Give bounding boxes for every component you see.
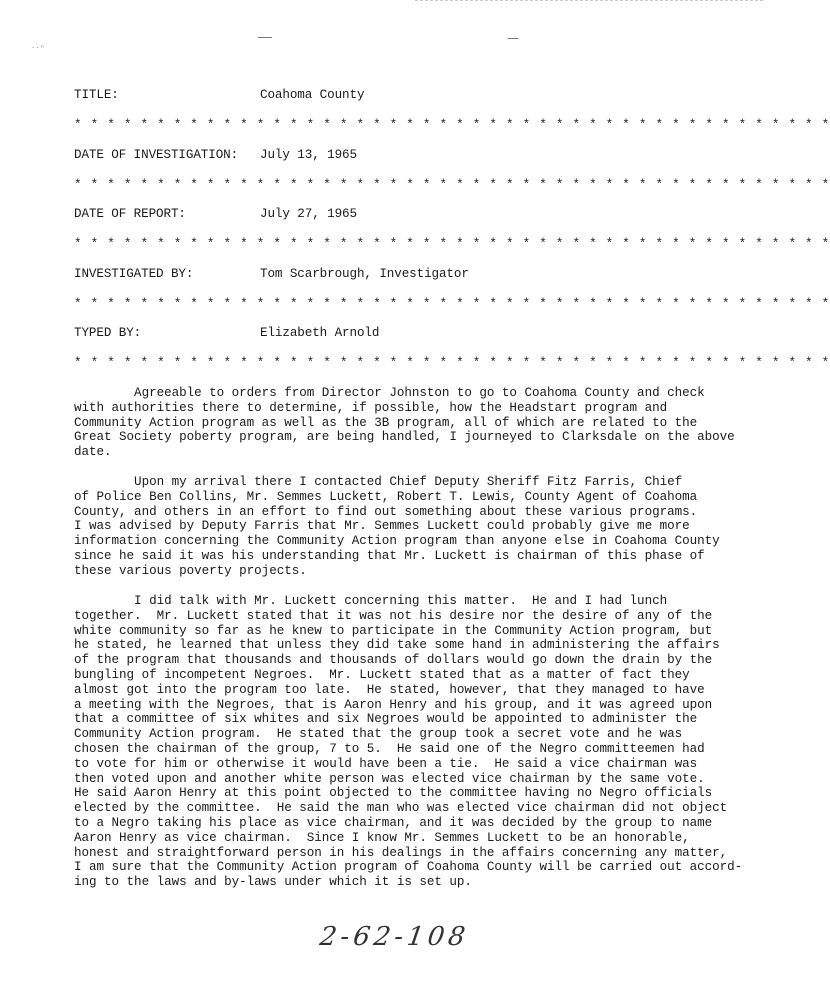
- separator-1: * * * * * * * * * * * * * * * * * * * * * * * * * * * * * * * * * * * * * * * * * * * * * *: [74, 118, 830, 132]
- separator-2: * * * * * * * * * * * * * * * * * * * * * * * * * * * * * * * * * * * * * * * * * * * * * *: [74, 178, 830, 192]
- investigator-row: [74, 267, 469, 281]
- scan-mark: [258, 37, 272, 38]
- investigator-label: INVESTIGATED BY:: [74, 267, 194, 281]
- typist-label: TYPED BY:: [74, 326, 142, 340]
- typist-row: [74, 326, 379, 340]
- paragraph-3: I did talk with Mr. Luckett concerning this matter. He and I had lunch together. Mr. Luckett stated that it was not his desire nor the desire of any of the white community so far as he knew to participate in the Community Action program, but he stated, he learned that unless they did take some hand in administering the affairs of the program that thousands and thousands of dollars would go down the drain by the bungling of incompetent Negroes. Mr. Luckett stated that as a matter of fact they almost got into the program too late. He stated, however, that they managed to have a meeting with the Negroes, that is Aaron Henry and his group, and it was agreed upon that a committee of six whites and six Negroes would be appointed to administer the Community Action program. He stated that the group took a secret vote and he was chosen the chairman of the group, 7 to 5. He said one of the Negro committeemen had to vote for him or otherwise it would have been a tie. He said a vice chairman was then voted upon and another white person was elected vice chairman by the same vote. He said Aaron Henry at this point objected to the committee having no Negro officials elected by the committee. He said the man who was elected vice chairman did not object to a Negro taking his place as vice chairman, and it was decided by the group to name Aaron Henry as vice chairman. Since I know Mr. Semmes Luckett to be an honorable, honest and straightforward person in his dealings in the affairs concerning any matter, I am sure that the Community Action program of Coahoma County will be carried out accord- ing to the laws and by-laws under which it is set up.: [74, 594, 743, 890]
- handwritten-file-number: 2-62-108: [317, 922, 471, 952]
- report-date-row: [74, 207, 357, 221]
- paragraph-1: Agreeable to orders from Director Johnston to go to Coahoma County and check with authorities there to determine, if possible, how the Headstart program and Community Action program as well as the 3B program, all of which are related to the Great Society poberty program, are being handled, I journeyed to Clarksdale on the above date.: [74, 386, 735, 460]
- investigation-date-value: July 13, 1965: [260, 148, 357, 162]
- title-row: [74, 88, 364, 102]
- scan-speck: · · ⁿ: [32, 44, 44, 52]
- separator-5: * * * * * * * * * * * * * * * * * * * * * * * * * * * * * * * * * * * * * * * * * * * * * *: [74, 356, 830, 370]
- investigation-date-label: DATE OF INVESTIGATION:: [74, 148, 239, 162]
- paragraph-2: Upon my arrival there I contacted Chief Deputy Sheriff Fitz Farris, Chief of Police Ben Collins, Mr. Semmes Luckett, Robert T. Lewis, County Agent of Coahoma County, and others in an effort to find out something about these various programs. I was advised by Deputy Farris that Mr. Semmes Luckett could probably give me more information concerning the Community Action program than anyone else in Coahoma County since he said it was his understanding that Mr. Luckett is chairman of this phase of these various poverty projects.: [74, 475, 720, 578]
- top-dotted-border: [415, 0, 763, 3]
- report-date-value: July 27, 1965: [260, 207, 357, 221]
- title-label: TITLE:: [74, 88, 119, 102]
- investigator-value: Tom Scarbrough, Investigator: [260, 267, 469, 281]
- separator-4: * * * * * * * * * * * * * * * * * * * * * * * * * * * * * * * * * * * * * * * * * * * * * *: [74, 297, 830, 311]
- investigation-date-row: [74, 148, 357, 162]
- title-value: Coahoma County: [260, 88, 365, 102]
- report-date-label: DATE OF REPORT:: [74, 207, 186, 221]
- scan-mark: [508, 38, 518, 39]
- separator-3: * * * * * * * * * * * * * * * * * * * * * * * * * * * * * * * * * * * * * * * * * * * * * *: [74, 237, 830, 251]
- typist-value: Elizabeth Arnold: [260, 326, 380, 340]
